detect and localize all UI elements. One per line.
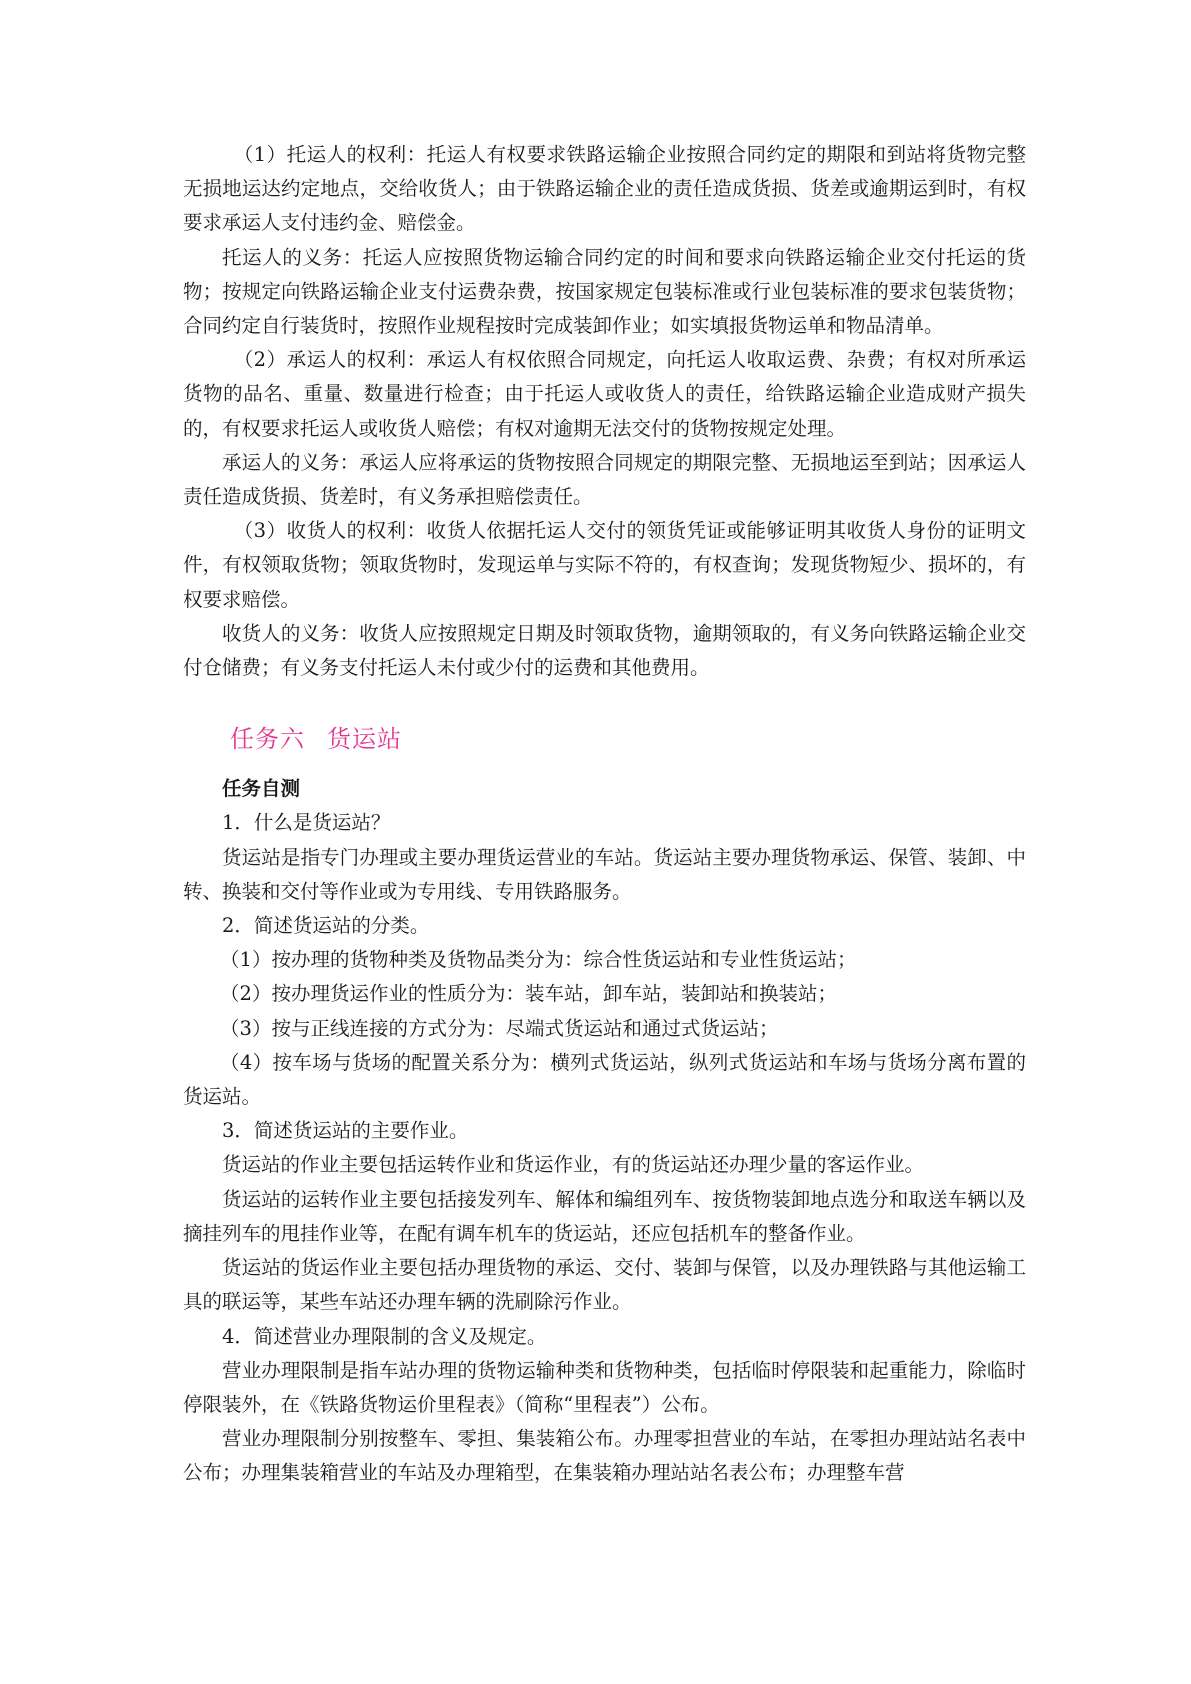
answer-1: 货运站是指专门办理或主要办理货运营业的车站。货运站主要办理货物承运、保管、装卸、中转、换装和交付等作业或为专用线、专用铁路服务。 [183, 845, 1026, 903]
answer-2-item-1: （1）按办理的货物种类及货物品类分为：综合性货运站和专业性货运站； [220, 948, 857, 972]
consignee-duties-paragraph: 收货人的义务：收货人应按照规定日期及时领取货物，逾期领取的，有义务向铁路运输企业交付仓储费；有义务支付托运人未付或少付的运费和其他费用。 [183, 621, 1026, 680]
selftest-label: 任务自测 [222, 777, 301, 801]
answer-3-para-2: 货运站的运转作业主要包括接发列车、解体和编组列车、按货物装卸地点选分和取送车辆以及摘挂列车的甩挂作业等，在配有调车机车的货运站，还应包括机车的整备作业。 [183, 1187, 1026, 1245]
answer-3-para-1: 货运站的作业主要包括运转作业和货运作业，有的货运站还办理少量的客运作业。 [222, 1153, 925, 1177]
shipper-rights-paragraph: （1）托运人的权利：托运人有权要求铁路运输企业按照合同约定的期限和到站将货物完整无损地运达约定地点，交给收货人；由于铁路运输企业的责任造成货损、货差或逾期运到时，有权要求承运人支付违约金、赔偿金。 [183, 143, 1026, 235]
task-number: 任务六 [230, 725, 305, 754]
answer-2-item-4: （4）按车场与货场的配置关系分为：横列式货运站，纵列式货运站和车场与货场分离布置的货运站。 [183, 1050, 1026, 1109]
question-3: 3．简述货运站的主要作业。 [222, 1119, 469, 1143]
question-1: 1．什么是货运站？ [222, 811, 391, 835]
question-2: 2．简述货运站的分类。 [222, 914, 430, 938]
answer-2-item-2: （2）按办理货运作业的性质分为：装车站，卸车站，装卸站和换装站； [220, 982, 837, 1006]
answer-3-para-3: 货运站的货运作业主要包括办理货物的承运、交付、装卸与保管，以及办理铁路与其他运输工具的联运等，某些车站还办理车辆的洗刷除污作业。 [183, 1256, 1026, 1314]
answer-4-para-1: 营业办理限制是指车站办理的货物运输种类和货物种类，包括临时停限装和起重能力，除临时停限装外，在《铁路货物运价里程表》（简称“里程表”）公布。 [183, 1358, 1026, 1416]
task-title: 货运站 [327, 725, 402, 754]
consignee-rights-paragraph: （3）收货人的权利：收货人依据托运人交付的领货凭证或能够证明其收货人身份的证明文件，有权领取货物；领取货物时，发现运单与实际不符的，有权查询；发现货物短少、损坏的，有权要求赔偿。 [183, 519, 1026, 611]
shipper-duties-paragraph: 托运人的义务：托运人应按照货物运输合同约定的时间和要求向铁路运输企业交付托运的货物；按规定向铁路运输企业支付运费杂费，按国家规定包装标准或行业包装标准的要求包装货物；合同约定自行装货时，按照作业规程按时完成装卸作业；如实填报货物运单和物品清单。 [183, 245, 1026, 338]
carrier-rights-paragraph: （2）承运人的权利：承运人有权依照合同规定，向托运人收取运费、杂费；有权对所承运货物的品名、重量、数量进行检查；由于托运人或收货人的责任，给铁路运输企业造成财产损失的，有权要求托运人或收货人赔偿；有权对逾期无法交付的货物按规定处理。 [183, 348, 1026, 440]
document-page [183, 138, 1026, 1491]
answer-2-item-3: （3）按与正线连接的方式分为：尽端式货运站和通过式货运站； [220, 1016, 779, 1040]
task-heading [230, 722, 1026, 756]
question-4: 4．简述营业办理限制的含义及规定。 [222, 1324, 547, 1348]
answer-4-para-2: 营业办理限制分别按整车、零担、集装箱公布。办理零担营业的车站，在零担办理站站名表中公布；办理集装箱营业的车站及办理箱型，在集装箱办理站站名表公布；办理整车营 [183, 1427, 1026, 1485]
carrier-duties-paragraph: 承运人的义务：承运人应将承运的货物按照合同规定的期限完整、无损地运至到站；因承运人责任造成货损、货差时，有义务承担赔偿责任。 [183, 450, 1026, 509]
